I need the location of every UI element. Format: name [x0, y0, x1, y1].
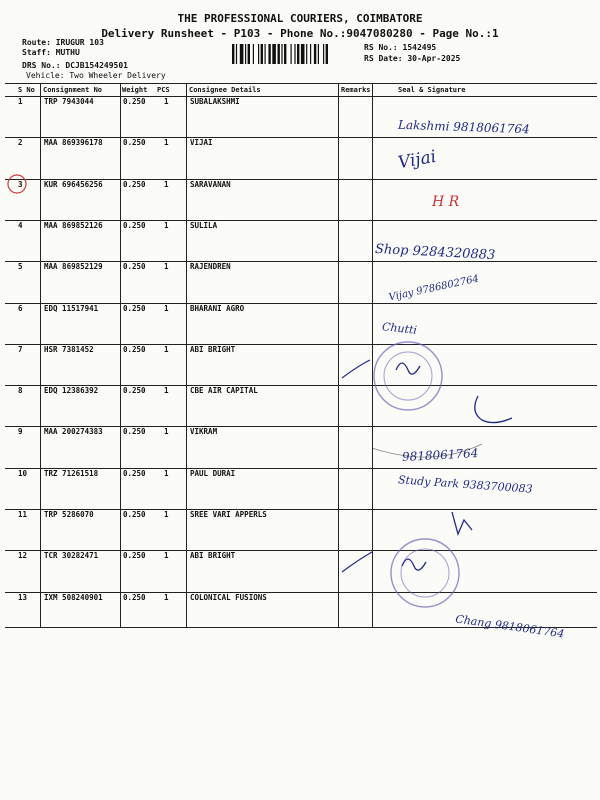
cell-pcs: 1: [164, 510, 169, 519]
signature-row-9: 9818061764: [401, 446, 479, 464]
cell-sno: 6: [18, 303, 23, 313]
cell-pcs: 1: [164, 551, 169, 561]
cell-weight: 0.250: [123, 262, 146, 272]
cell-consignment: TRZ 71261518: [44, 468, 99, 478]
row-divider: [5, 509, 597, 510]
cell-weight: 0.250: [123, 592, 146, 602]
cell-weight: 0.250: [123, 179, 146, 189]
cell-pcs: 1: [164, 427, 169, 437]
cell-sno: 2: [18, 138, 23, 148]
cell-pcs: 1: [164, 220, 169, 230]
cell-consignee: SULILA: [190, 220, 218, 230]
cell-pcs: 1: [164, 344, 169, 354]
header-sno: S No: [18, 86, 35, 94]
cell-consignee: SARAVANAN: [190, 179, 231, 189]
cell-consignment: EDQ 11517941: [44, 303, 99, 313]
cell-pcs: 1: [164, 592, 169, 602]
cell-weight: 0.250: [123, 97, 146, 106]
table-top-border: [5, 83, 597, 84]
cell-sno: 10: [18, 468, 28, 478]
signature-row-10: Study Park 9383700083: [397, 473, 533, 496]
cell-sno: 1: [18, 97, 23, 106]
cell-weight: 0.250: [123, 468, 146, 478]
remark-row-3: H R: [432, 194, 460, 210]
cell-pcs: 1: [164, 138, 169, 148]
cell-consignment: KUR 696456256: [44, 179, 103, 189]
cell-consignee: SUBALAKSHMI: [190, 97, 240, 106]
rs-number: RS No.: 1542495: [364, 43, 437, 52]
cell-consignment: MAA 869396178: [44, 138, 103, 148]
cell-weight: 0.250: [123, 138, 146, 148]
cell-consignee: BHARANI AGRO: [190, 303, 245, 313]
signature-row-2: Vijai: [396, 146, 438, 174]
table-bottom-border: [5, 627, 597, 628]
cell-pcs: 1: [164, 262, 169, 272]
row-divider: [5, 344, 597, 345]
cell-consignee: VIJAI: [190, 138, 213, 148]
header-signature: Seal & Signature: [398, 86, 466, 94]
row-divider: [5, 303, 597, 304]
header-pcs: PCS: [157, 86, 170, 94]
cell-weight: 0.250: [123, 427, 146, 437]
header-weight: Weight: [122, 86, 148, 94]
cell-consignee: ABI BRIGHT: [190, 551, 236, 561]
cell-consignee: SREE VARI APPERLS: [190, 510, 267, 519]
cell-consignment: MAA 869852126: [44, 220, 103, 230]
cell-consignment: TCR 30282471: [44, 551, 99, 561]
vehicle-label: Vehicle: Two Wheeler Delivery: [26, 71, 166, 80]
header-consignee: Consignee Details: [189, 86, 261, 94]
header-remarks: Remarks: [341, 86, 371, 94]
cell-consignment: EDQ 12386392: [44, 386, 99, 396]
row-divider: [5, 468, 597, 469]
cell-consignee: PAUL DURAI: [190, 468, 236, 478]
cell-consignment: MAA 200274383: [44, 427, 103, 437]
cell-consignee: VIKRAM: [190, 427, 218, 437]
staff-label: Staff: MUTHU: [22, 48, 80, 57]
document-title: THE PROFESSIONAL COURIERS, COIMBATORE: [177, 12, 423, 25]
barcode: [232, 44, 356, 64]
cell-sno: 9: [18, 427, 23, 437]
cell-consignment: TRP 7943044: [44, 97, 94, 106]
row-divider: [5, 426, 597, 427]
cell-pcs: 1: [164, 303, 169, 313]
cell-sno: 13: [18, 592, 28, 602]
route-label: Route: IRUGUR 103: [22, 38, 104, 47]
cell-pcs: 1: [164, 179, 169, 189]
cell-weight: 0.250: [123, 303, 146, 313]
cell-sno: 8: [18, 386, 23, 396]
column-divider: [372, 83, 373, 628]
signature-row-1: Lakshmi 9818061764: [397, 117, 530, 137]
cell-consignment: MAA 869852129: [44, 262, 103, 272]
cell-weight: 0.250: [123, 386, 146, 396]
row-divider: [5, 220, 597, 221]
document-subtitle: Delivery Runsheet - P103 - Phone No.:9047080280 - Page No.:1: [101, 27, 499, 40]
header-consignment: Consignment No: [43, 86, 103, 94]
cell-weight: 0.250: [123, 220, 146, 230]
cell-sno: 4: [18, 220, 23, 230]
signature-row-13: Chang 9818061764: [454, 612, 566, 641]
cell-sno: 11: [18, 510, 28, 519]
cell-pcs: 1: [164, 97, 169, 106]
column-divider: [40, 83, 41, 628]
cell-sno: 12: [18, 551, 28, 561]
cell-weight: 0.250: [123, 551, 146, 561]
column-divider: [120, 83, 121, 628]
rs-date: RS Date: 30-Apr-2025: [364, 54, 461, 63]
signature-row-4: Shop 9284320883: [374, 241, 496, 264]
cell-consignment: IXM 508240901: [44, 592, 103, 602]
row-divider: [5, 592, 597, 593]
column-divider: [186, 83, 187, 628]
row-divider: [5, 261, 597, 262]
row-divider: [5, 179, 597, 180]
cell-consignment: HSR 7381452: [44, 344, 94, 354]
cell-pcs: 1: [164, 386, 169, 396]
cell-consignee: RAJENDREN: [190, 262, 231, 272]
cell-consignee: ABI BRIGHT: [190, 344, 236, 354]
signature-row-6: Chutti: [381, 320, 418, 337]
drs-number: DRS No.: DCJB154249501: [22, 61, 128, 70]
row-divider: [5, 137, 597, 138]
column-divider: [338, 83, 339, 628]
cell-weight: 0.250: [123, 510, 146, 519]
cell-consignment: TRP 5286070: [44, 510, 94, 519]
cell-pcs: 1: [164, 468, 169, 478]
cell-sno: 3: [18, 179, 23, 189]
cell-weight: 0.250: [123, 344, 146, 354]
cell-sno: 5: [18, 262, 23, 272]
cell-sno: 7: [18, 344, 23, 354]
row-divider: [5, 385, 597, 386]
cell-consignee: CBE AIR CAPITAL: [190, 386, 258, 396]
signature-row-5: Vijay 9786802764: [387, 273, 480, 304]
cell-consignee: COLONICAL FUSIONS: [190, 592, 267, 602]
row-divider: [5, 550, 597, 551]
